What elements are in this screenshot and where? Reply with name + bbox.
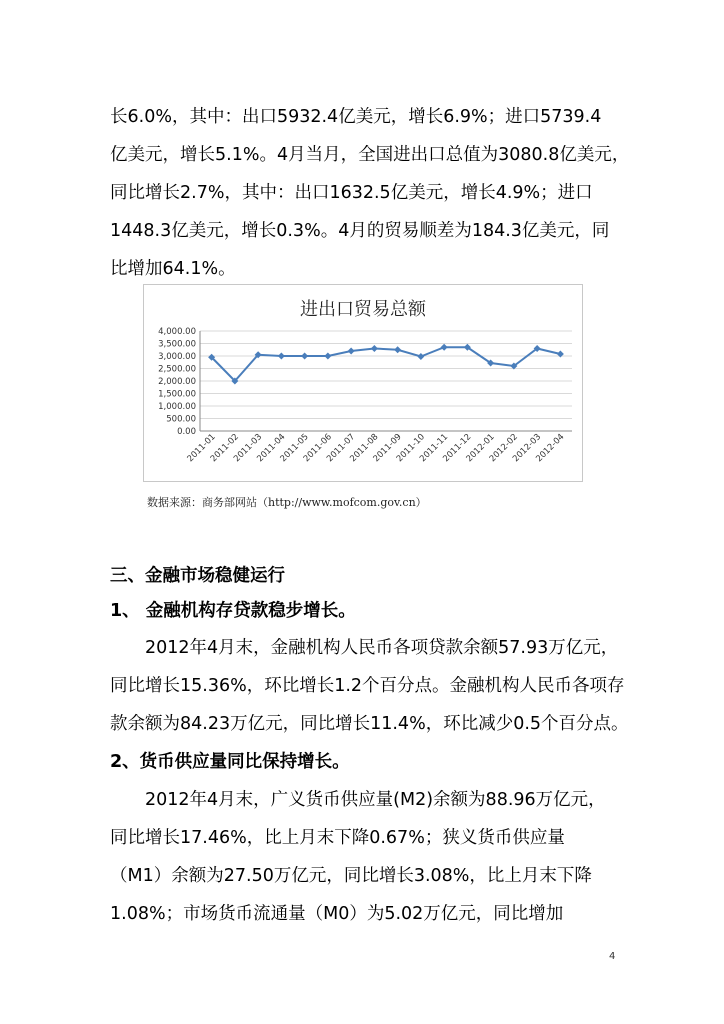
x-tick-label: 2012-01 [464, 432, 497, 465]
x-tick-label: 2011-12 [441, 432, 474, 465]
x-tick-label: 2011-05 [278, 432, 311, 465]
paragraph3-line-4: 1.08%；市场货币流通量（M0）为5.02万亿元，同比增加 [110, 904, 564, 924]
y-tick-label: 0.00 [177, 427, 196, 437]
paragraph-line-3: 同比增长2.7%，其中：出口1632.5亿美元，增长4.9%；进口 [110, 183, 593, 203]
data-point [348, 348, 355, 355]
chart-title: 进出口贸易总额 [300, 299, 426, 320]
y-tick-label: 1,500.00 [158, 389, 196, 400]
paragraph2-line-3: 款余额为84.23万亿元，同比增长11.4%，环比减少0.5个百分点。 [110, 714, 629, 734]
x-tick-label: 2012-04 [534, 432, 567, 465]
paragraph2-line-1: 2012年4月末，金融机构人民币各项贷款余额57.93万亿元， [110, 638, 619, 658]
section-3-heading: 三、金融市场稳健运行 [110, 566, 285, 586]
paragraph2-line-2: 同比增长15.36%，环比增长1.2个百分点。金融机构人民币各项存 [110, 676, 625, 696]
series-line [212, 347, 561, 381]
data-point [278, 353, 285, 360]
subsection-2-heading: 2、货币供应量同比保持增长。 [110, 752, 350, 772]
x-tick-label: 2011-03 [232, 432, 265, 465]
x-tick-label: 2012-03 [511, 432, 544, 465]
paragraph3-line-2: 同比增长17.46%，比上月末下降0.67%；狭义货币供应量 [110, 828, 565, 848]
x-tick-label: 2011-01 [185, 432, 218, 465]
trade-chart [143, 284, 583, 482]
paragraph-line-5: 比增加64.1%。 [110, 259, 236, 279]
x-tick-label: 2011-07 [325, 432, 358, 465]
x-tick-label: 2011-08 [348, 432, 381, 465]
data-point [417, 353, 424, 360]
x-tick-label: 2011-02 [208, 432, 241, 465]
data-point [441, 344, 448, 351]
x-tick-label: 2011-11 [418, 432, 451, 465]
y-tick-label: 3,000.00 [158, 352, 196, 362]
x-tick-label: 2011-10 [394, 432, 427, 465]
y-tick-label: 500.00 [166, 414, 196, 425]
data-point [394, 346, 401, 353]
subsection-1-heading: 1、 金融机构存贷款稳步增长。 [110, 601, 356, 621]
page-number: 4 [609, 951, 616, 962]
y-tick-label: 2,000.00 [158, 377, 196, 387]
x-tick-label: 2011-04 [255, 432, 288, 465]
paragraph-line-1: 长6.0%，其中：出口5932.4亿美元，增长6.9%；进口5739.4 [110, 107, 602, 127]
x-tick-label: 2011-09 [371, 432, 404, 465]
chart-source: 数据来源：商务部网站（http://www.mofcom.gov.cn） [147, 496, 427, 509]
paragraph3-line-1: 2012年4月末，广义货币供应量(M2)余额为88.96万亿元， [110, 790, 606, 810]
y-tick-label: 4,000.00 [158, 327, 196, 337]
data-point [301, 353, 308, 360]
trade-chart-svg [144, 285, 582, 481]
x-tick-label: 2011-06 [301, 432, 334, 465]
paragraph3-line-3: （M1）余额为27.50万亿元，同比增长3.08%，比上月末下降 [110, 866, 592, 886]
y-tick-label: 2,500.00 [158, 364, 196, 375]
data-point [324, 353, 331, 360]
y-tick-label: 1,000.00 [158, 402, 196, 412]
data-point [371, 345, 378, 352]
paragraph-line-4: 1448.3亿美元，增长0.3%。4月的贸易顺差为184.3亿美元，同 [110, 221, 610, 241]
y-tick-label: 3,500.00 [158, 339, 196, 350]
paragraph-line-2: 亿美元，增长5.1%。4月当月，全国进出口总值为3080.8亿美元， [110, 145, 630, 165]
x-tick-label: 2012-02 [487, 432, 520, 465]
